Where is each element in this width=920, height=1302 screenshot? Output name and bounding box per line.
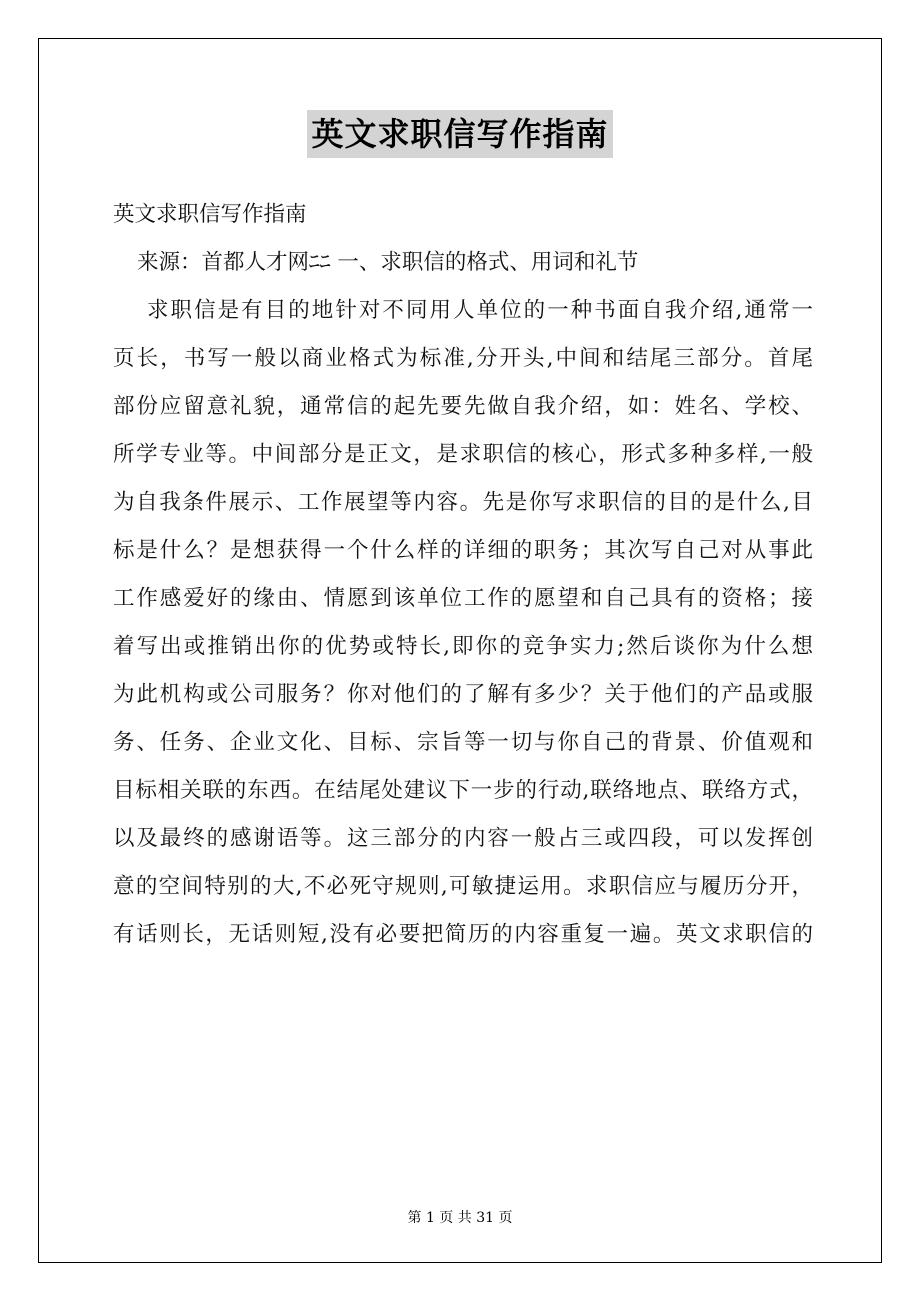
paragraph-line: 务、任务、企业文化、目标、宗旨等一切与你自己的背景、价值观和 bbox=[113, 730, 813, 755]
paragraph-line: 所学专业等。中间部分是正文，是求职信的核心，形式多种多样,一般 bbox=[113, 442, 813, 467]
paragraph-line: 为自我条件展示、工作展望等内容。先是你写求职信的目的是什么,目 bbox=[113, 490, 813, 515]
paragraph-line: 标是什么？是想获得一个什么样的详细的职务；其次写自己对从事此 bbox=[113, 538, 813, 563]
paragraph-line: 有话则长，无话则短,没有必要把简历的内容重复一遍。英文求职信的 bbox=[113, 922, 813, 947]
paragraph-line: 求职信是有目的地针对不同用人单位的一种书面自我介绍,通常一 bbox=[147, 298, 813, 323]
paragraph-line: 着写出或推销出你的优势或特长,即你的竞争实力;然后谈你为什么想 bbox=[113, 634, 813, 659]
page-footer: 第 1 页 共 31 页 bbox=[407, 1210, 513, 1226]
paragraph-line: 页长，书写一般以商业格式为标准,分开头,中间和结尾三部分。首尾 bbox=[113, 346, 813, 371]
paragraph-line: 意的空间特别的大,不必死守规则,可敏捷运用。求职信应与履历分开， bbox=[113, 874, 813, 899]
title-container bbox=[0, 110, 920, 158]
paragraph-line: 以及最终的感谢语等。这三部分的内容一般占三或四段，可以发挥创 bbox=[113, 826, 813, 851]
source-line: 来源：首都人才网ﾆﾆ 一、求职信的格式、用词和礼节 bbox=[137, 250, 639, 275]
document-title: 英文求职信写作指南 bbox=[307, 110, 612, 158]
paragraph-line: 部份应留意礼貌，通常信的起先要先做自我介绍，如：姓名、学校、 bbox=[113, 394, 813, 419]
document-body bbox=[113, 191, 813, 959]
paragraph-line: 目标相关联的东西。在结尾处建议下一步的行动,联络地点、联络方式， bbox=[113, 778, 813, 803]
subtitle-line: 英文求职信写作指南 bbox=[113, 202, 307, 227]
paragraph-line: 工作感爱好的缘由、情愿到该单位工作的愿望和自己具有的资格；接 bbox=[113, 586, 813, 611]
paragraph-line: 为此机构或公司服务？你对他们的了解有多少？关于他们的产品或服 bbox=[113, 682, 813, 707]
